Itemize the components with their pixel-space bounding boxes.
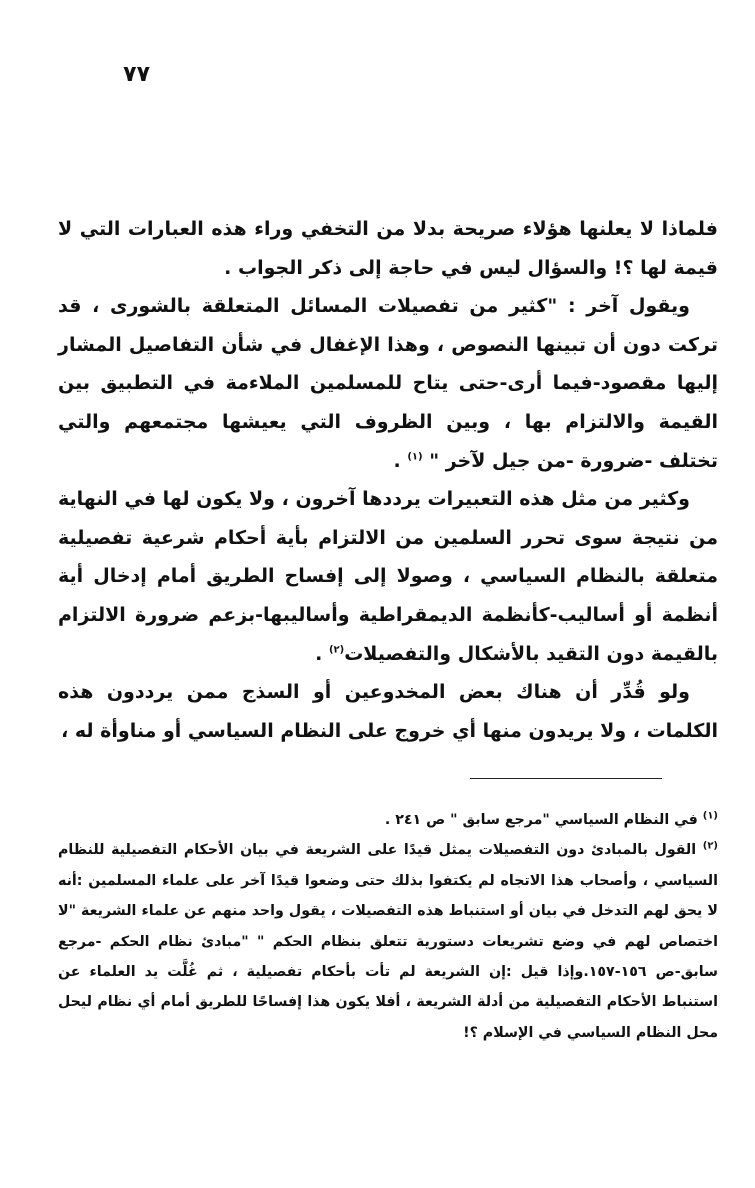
paragraph-4-text: ولو قُدِّر أن هناك بعض المخدوعين أو السذج ممن يرددون هذه الكلمات ، ولا يريدون منها أي خروج على النظام السياسي أو مناوأة له ، [58, 681, 718, 742]
footnote-ref-1: (١) [407, 451, 423, 463]
footnote-1-text: في النظام السياسي "مرجع سابق " ص ٢٤١ . [384, 812, 703, 828]
paragraph-3-text: وكثير من مثل هذه التعبيرات يرددها آخرون ، ولا يكون لها في النهاية من نتيجة سوى تحرر السلمين من الالتزام بأية أحكام شرعية تفصيلية متعلقة بالنظام السياسي ، وصولا إلى إفساح الطريق أمام إدخال أية أنظمة أو أساليب-كأنظمة الديمقراطية وأساليبها-بزعم ضرورة الالتزام بالقيمة دون التقيد بالأشكال والتفصيلات [58, 488, 718, 665]
footnotes [58, 805, 718, 1048]
paragraph-4 [58, 673, 718, 750]
paragraph-2-end: . [393, 449, 408, 472]
main-text [58, 210, 718, 750]
footnote-ref-2: (٢) [328, 644, 345, 656]
footnote-2-marker: (٢) [702, 840, 718, 852]
footnote-2 [58, 835, 718, 1048]
footnote-2-text: القول بالمبادئ دون التفصيلات يمثل قيدًا على الشريعة في بيان الأحكام التفصيلية للنظام السياسي ، وأصحاب هذا الاتجاه لم يكتفوا بذلك حتى وضعوا قيدًا آخر على علماء المسلمين :أنه لا يحق لهم التدخل في بيان أو استنباط هذه التفصيلات ، يقول واحد منهم عن علماء الشريعة "لا اختصاص لهم في وضع تشريعات دستورية تتعلق بنظام الحكم " "مبادئ نظام الحكم -مرجع سابق-ص ١٥٦-١٥٧.وإذا قيل :إن الشريعة لم تأت بأحكام تفصيلية ، ثم غُلَّت يد العلماء عن استنباط الأحكام التفصيلية من أدلة الشريعة ، أفلا يكون هذا إفساحًا للطريق أمام أي نظام ليحل محل النظام السياسي في الإسلام ؟! [58, 842, 718, 1041]
footnote-1 [58, 805, 718, 835]
paragraph-1-text: فلماذا لا يعلنها هؤلاء صريحة بدلا من التخفي وراء هذه العبارات التي لا قيمة لها ؟! والسؤال ليس في حاجة إلى ذكر الجواب . [58, 218, 718, 279]
paragraph-3-end: . [315, 642, 329, 665]
page-number: ٧٧ [123, 62, 150, 87]
footnote-separator [470, 778, 662, 779]
paragraph-2 [58, 287, 718, 480]
paragraph-2-text: ويقول آخر : "كثير من تفصيلات المسائل المتعلقة بالشورى ، قد تركت دون أن تبينها النصوص ، وهذا الإغفال في شأن التفاصيل المشار إليها مقصود-فيما أرى-حتى يتاح للمسلمين الملاءمة في التطبيق بين القيمة والالتزام بها ، وبين الظروف التي يعيشها مجتمعهم والتي تختلف -ضرورة -من جيل لآخر " [58, 295, 718, 472]
paragraph-1 [58, 210, 718, 287]
footnote-1-marker: (١) [702, 810, 718, 822]
paragraph-3 [58, 480, 718, 673]
